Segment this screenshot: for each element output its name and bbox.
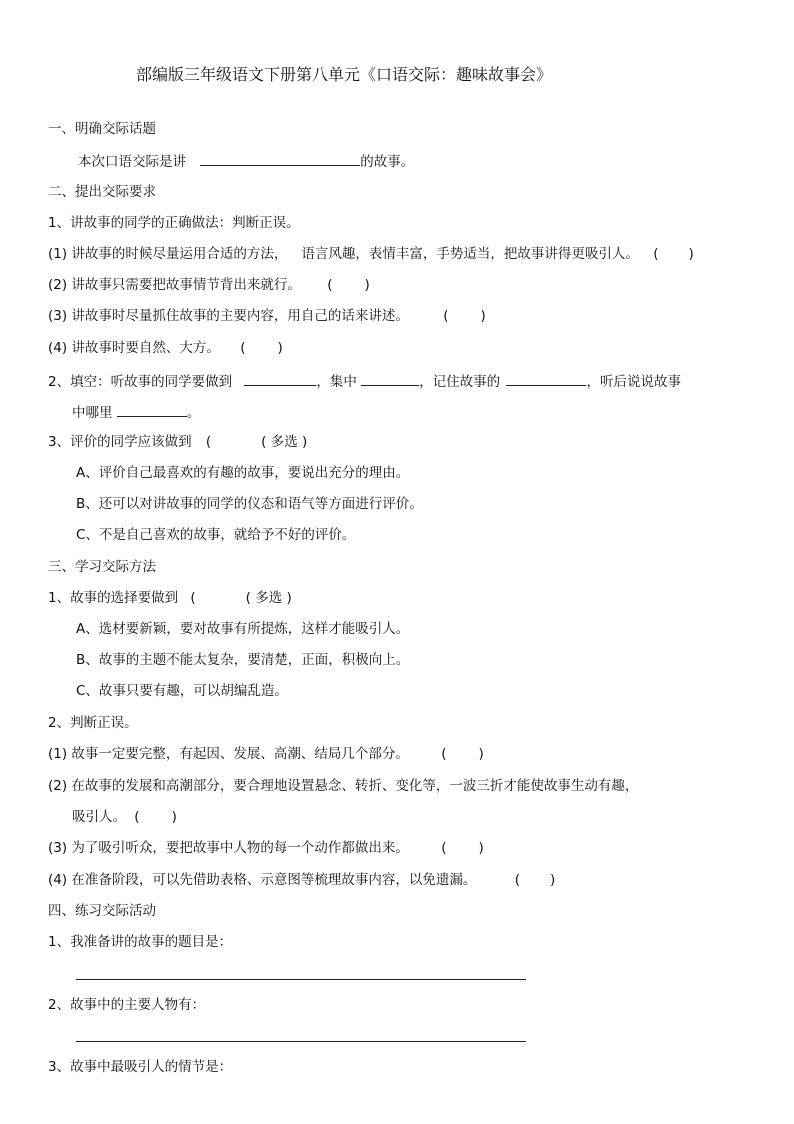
s1-topic-prefix: 本次口语交际是讲 — [78, 154, 186, 170]
q2-blank-4[interactable] — [117, 402, 187, 417]
s4-q2-answer-line[interactable] — [76, 1041, 526, 1042]
paren-close: ) — [688, 246, 694, 262]
paren-open: ( — [134, 809, 140, 825]
paren-open: ( — [443, 308, 449, 324]
q2-blank-1[interactable] — [244, 371, 316, 386]
s3-q2-item-2 — [48, 777, 638, 795]
s1-topic-suffix: 的故事。 — [360, 154, 415, 170]
item-number: (1) — [48, 246, 68, 262]
item-text: 讲故事只需要把故事情节背出来就行。 — [71, 277, 301, 293]
s1-topic-line — [78, 151, 414, 171]
s3-q2-item-3 — [48, 839, 484, 857]
paren-open: ( — [514, 872, 520, 888]
answer-paren[interactable] — [515, 872, 556, 888]
section-1-heading: 一、明确交际话题 — [48, 121, 156, 137]
s4-q1-answer-line[interactable] — [76, 979, 526, 980]
paren-open: ( — [205, 434, 212, 450]
answer-paren[interactable] — [190, 590, 245, 606]
q2-blank-3[interactable] — [506, 371, 586, 386]
s3-q1-prompt-text: 1、故事的选择要做到 — [48, 590, 179, 606]
s3-q2-item-2-cont — [72, 808, 177, 826]
section-4-heading: 四、练习交际活动 — [48, 903, 156, 919]
paren-open: ( — [190, 590, 196, 606]
answer-paren[interactable] — [134, 809, 177, 825]
s3-q1-option-b: B、故事的主题不能太复杂，要清楚，正面，积极向上。 — [76, 652, 410, 668]
s2-q3-prompt — [48, 433, 307, 451]
item-text: 在准备阶段，可以先借助表格、示意图等梳理故事内容，以免遗漏。 — [71, 872, 477, 888]
paren-close: ) — [277, 340, 283, 356]
paren-open: ( — [240, 340, 246, 356]
s2-q2-line-2 — [72, 402, 200, 422]
s3-q2-item-1 — [48, 745, 484, 763]
item-text: 讲故事时要自然、大方。 — [71, 340, 220, 356]
s3-q2-prompt: 2、判断正误。 — [48, 715, 138, 731]
item-number: (2) — [48, 277, 68, 293]
s2-q1-item-2 — [48, 276, 370, 294]
s4-q1-prompt: 1、我准备讲的故事的题目是： — [48, 934, 233, 950]
paren-open: ( — [327, 277, 333, 293]
item-text: 讲故事的时候尽量运用合适的方法， — [71, 246, 288, 262]
section-3-heading: 三、学习交际方法 — [48, 559, 156, 575]
q2-text-4: ，听后说说故事 — [586, 374, 681, 390]
item-text: 故事一定要完整，有起因、发展、高潮、结局几个部分。 — [71, 746, 409, 762]
page-title: 部编版三年级语文下册第八单元《口语交际：趣味故事会》 — [136, 65, 553, 84]
paren-close: ) — [480, 308, 486, 324]
paren-close: ) — [364, 277, 370, 293]
paren-close: ) — [478, 746, 484, 762]
item-text-cont: 吸引人。 — [72, 809, 126, 825]
answer-paren[interactable] — [240, 340, 283, 356]
paren-close: ) — [171, 809, 177, 825]
item-number: (4) — [48, 872, 68, 888]
answer-paren[interactable] — [443, 308, 486, 324]
q2-text-5: 中哪里 — [72, 405, 113, 421]
paren-open: ( — [441, 746, 447, 762]
q3-prompt-text: 3、评价的同学应该做到 — [48, 434, 192, 450]
item-text: 讲故事时尽量抓住故事的主要内容，用自己的话来讲述。 — [71, 308, 409, 324]
item-text-cont: 语言风趣，表情丰富，手势适当，把故事讲得更吸引人。 — [301, 246, 639, 262]
item-number: (1) — [48, 746, 68, 762]
answer-paren[interactable] — [441, 840, 484, 856]
item-text: 为了吸引听众，要把故事中人物的每一个动作都做出来。 — [71, 840, 409, 856]
s3-q1-prompt — [48, 589, 292, 607]
multi-select-note: ( 多选 ) — [245, 590, 292, 606]
item-number: (2) — [48, 778, 68, 794]
s2-q2-line-1 — [48, 371, 681, 391]
answer-paren[interactable] — [206, 434, 261, 450]
item-number: (3) — [48, 308, 68, 324]
s3-q1-option-c: C、故事只要有趣，可以胡编乱造。 — [76, 683, 288, 699]
s2-q3-option-c: C、不是自己喜欢的故事，就给予不好的评价。 — [76, 527, 356, 543]
q2-text-3: ，记住故事的 — [419, 374, 501, 390]
s4-q3-prompt: 3、故事中最吸引人的情节是： — [48, 1059, 233, 1075]
s2-q3-option-b: B、还可以对讲故事的同学的仪态和语气等方面进行评价。 — [76, 496, 423, 512]
q2-text-2: ，集中 — [316, 374, 357, 390]
q2-text-6: 。 — [186, 405, 201, 421]
answer-paren[interactable] — [441, 746, 484, 762]
s2-q1-item-4 — [48, 339, 283, 357]
item-number: (3) — [48, 840, 68, 856]
s2-q1-item-3 — [48, 307, 486, 325]
s3-q1-option-a: A、选材要新颖，要对故事有所提炼，这样才能吸引人。 — [76, 621, 410, 637]
paren-close: ) — [550, 872, 556, 888]
s1-topic-blank[interactable] — [200, 151, 360, 166]
s2-q1-item-1 — [48, 245, 694, 263]
s2-q3-option-a: A、评价自己最喜欢的有趣的故事，要说出充分的理由。 — [76, 465, 410, 481]
s3-q2-item-4 — [48, 871, 555, 889]
paren-open: ( — [653, 246, 659, 262]
answer-paren[interactable] — [327, 277, 370, 293]
multi-select-note: ( 多选 ) — [261, 434, 308, 450]
q2-text-1: 2、填空：听故事的同学要做到 — [48, 374, 233, 390]
s2-q1-prompt: 1、讲故事的同学的正确做法：判断正误。 — [48, 215, 300, 231]
item-number: (4) — [48, 340, 68, 356]
s4-q2-prompt: 2、故事中的主要人物有： — [48, 997, 206, 1013]
answer-paren[interactable] — [653, 246, 694, 262]
paren-open: ( — [441, 840, 447, 856]
q2-blank-2[interactable] — [361, 371, 419, 386]
item-text: 在故事的发展和高潮部分，要合理地设置悬念、转折、变化等，一波三折才能使故事生动有趣， — [71, 778, 639, 794]
paren-close: ) — [478, 840, 484, 856]
section-2-heading: 二、提出交际要求 — [48, 184, 156, 200]
